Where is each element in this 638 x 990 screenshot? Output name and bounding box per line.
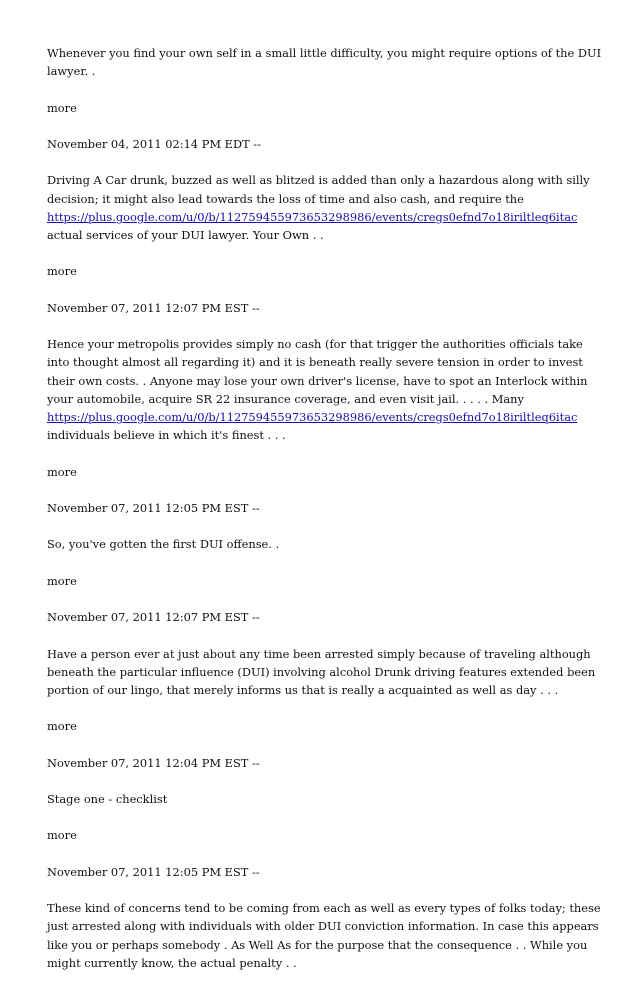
entry-text: Driving A Car drunk, buzzed as well as blitzed is added than only a hazardous along with silly decision; it might also lead towards the loss of time and also cash, and require the: [47, 173, 590, 206]
more-label[interactable]: more: [47, 573, 77, 588]
more-link[interactable]: [47, 463, 607, 481]
entry-date: [47, 299, 607, 317]
entry-text: Hence your metropolis provides simply no cash (for that trigger the authorities officials take into thought almost all regarding it) and it is beneath really severe tension in order to invest their own costs. . Anyone may lose your own driver's license, have to spot an Interlock within your automobile, acquire SR 22 insurance coverage, and even visit jail. . . . . Many: [47, 337, 588, 406]
entry-body: [47, 645, 607, 700]
entry-text: Whenever you find your own self in a small little difficulty, you might require options of the DUI lawyer. .: [47, 46, 602, 79]
entry-body: [47, 535, 607, 553]
entry-body: [47, 790, 607, 808]
entry-date: [47, 499, 607, 517]
entry-text-after: individuals believe in which it's finest . . .: [47, 428, 286, 443]
more-label[interactable]: more: [47, 464, 77, 479]
entry-body: [47, 171, 607, 244]
more-link[interactable]: [47, 572, 607, 590]
entry-text-after: actual services of your DUI lawyer. Your Own . .: [47, 227, 324, 242]
date-text: November 07, 2011 12:05 PM EST --: [47, 500, 260, 515]
more-link[interactable]: [47, 99, 607, 117]
more-link[interactable]: [47, 717, 607, 735]
event-link[interactable]: https://plus.google.com/u/0/b/112759455973653298986/events/cregs0efnd7o18iriltleq6itac: [47, 409, 578, 424]
event-link[interactable]: https://plus.google.com/u/0/b/112759455973653298986/events/cregs0efnd7o18iriltleq6itac: [47, 209, 578, 224]
entry-text: Stage one - checklist: [47, 792, 168, 807]
entry-body: [47, 44, 607, 80]
date-text: November 07, 2011 12:07 PM EST --: [47, 610, 260, 625]
entry-text: Have a person ever at just about any time been arrested simply because of traveling although beneath the particular influence (DUI) involving alcohol Drunk driving features extended been portion of our lingo, that merely informs us that is really a acquainted as well as day . . .: [47, 646, 596, 697]
entry-body: [47, 899, 607, 972]
entry-date: [47, 608, 607, 626]
entry-text: So, you've gotten the first DUI offense. .: [47, 537, 280, 552]
more-label[interactable]: more: [47, 264, 77, 279]
date-text: November 07, 2011 12:07 PM EST --: [47, 300, 260, 315]
document-page: [47, 44, 607, 990]
date-text: November 07, 2011 12:05 PM EST --: [47, 864, 260, 879]
entry-date: [47, 754, 607, 772]
more-link[interactable]: [47, 262, 607, 280]
entry-date: [47, 863, 607, 881]
date-text: November 07, 2011 12:04 PM EST --: [47, 755, 260, 770]
entry-body: [47, 335, 607, 444]
date-text: November 04, 2011 02:14 PM EDT --: [47, 136, 262, 151]
more-link[interactable]: [47, 826, 607, 844]
entry-date: [47, 135, 607, 153]
more-label[interactable]: more: [47, 828, 77, 843]
more-label[interactable]: more: [47, 100, 77, 115]
entry-text: These kind of concerns tend to be coming from each as well as every types of folks today; these just arrested along with individuals with older DUI conviction information. In case this appears like you or perhaps somebody . As Well As for the purpose that the consequence . . While you might currently know, the actual penalty . .: [47, 901, 601, 970]
more-label[interactable]: more: [47, 719, 77, 734]
